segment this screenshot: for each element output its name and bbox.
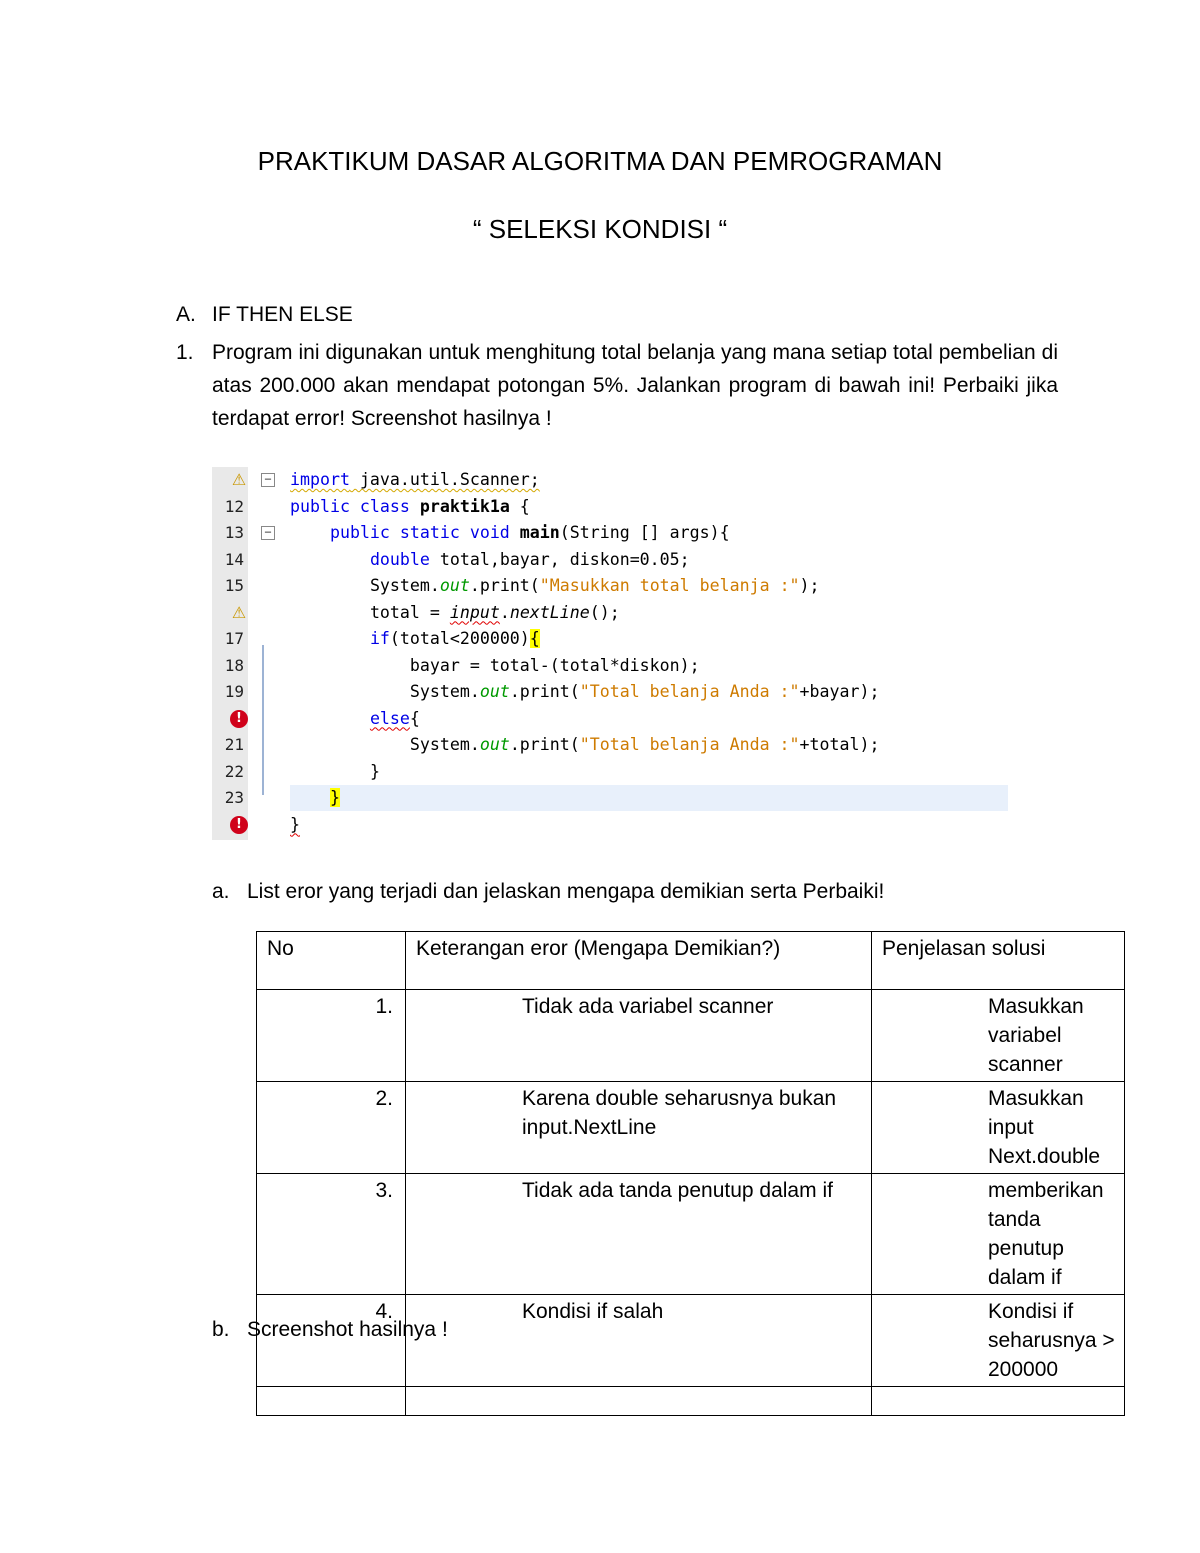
cell-no: 1. <box>257 990 406 1082</box>
cell-no <box>257 1387 406 1416</box>
fold-icon[interactable]: − <box>261 526 275 540</box>
cell-keterangan: Tidak ada tanda penutup dalam if <box>406 1174 872 1295</box>
page-subtitle: “ SELEKSI KONDISI “ <box>472 214 728 244</box>
cell-no: 4. <box>257 1295 406 1387</box>
code-line <box>212 467 1008 494</box>
question-number: 1. <box>176 341 194 364</box>
cell-solusi: Masukkan variabel scanner <box>872 990 1125 1082</box>
cell-keterangan: Karena double seharusnya bukan input.NextLine <box>406 1082 872 1174</box>
code-text: } <box>329 788 340 807</box>
sub-marker: a. <box>212 880 230 903</box>
code-line <box>212 706 1008 733</box>
page-title: PRAKTIKUM DASAR ALGORITMA DAN PEMROGRAMAN <box>257 146 943 176</box>
line-number: 21 <box>224 735 244 754</box>
section-heading <box>176 303 353 327</box>
cell-no: 3. <box>257 1174 406 1295</box>
code-text: total = input.nextLine(); <box>369 602 620 622</box>
code-line <box>212 573 1008 600</box>
code-line <box>212 732 1008 759</box>
code-line <box>212 600 1008 627</box>
code-text: if(total<200000){ <box>369 629 540 648</box>
code-text: else{ <box>369 708 420 728</box>
table-row <box>257 1082 1125 1174</box>
line-number: 12 <box>224 496 244 516</box>
table-row <box>257 990 1125 1082</box>
table-header-row <box>257 932 1125 990</box>
code-text: import java.util.Scanner; <box>290 470 540 489</box>
code-editor-screenshot <box>212 467 1008 840</box>
code-text: } <box>290 814 300 834</box>
cell-solusi: Kondisi if seharusnya > 200000 <box>872 1295 1125 1387</box>
line-number: 15 <box>224 576 244 595</box>
sub-text: List eror yang terjadi dan jelaskan mengapa demikian serta Perbaiki! <box>247 880 885 903</box>
table-row <box>257 1387 1125 1416</box>
code-line <box>212 679 1008 706</box>
code-text: bayar = total-(total*diskon); <box>409 655 700 675</box>
fold-icon[interactable]: − <box>261 473 275 487</box>
code-text: public static void main(String [] args){ <box>329 523 730 542</box>
code-text: double total,bayar, diskon=0.05; <box>369 549 690 569</box>
cell-solusi: Masukkan input Next.double <box>872 1082 1125 1174</box>
code-line <box>212 494 1008 521</box>
hint-error-icon: ⚠ <box>231 602 247 622</box>
code-text: System.out.print("Total belanja Anda :"+bayar); <box>409 682 880 701</box>
cell-keterangan: Kondisi if salah <box>406 1295 872 1387</box>
code-line <box>212 653 1008 680</box>
code-text: System.out.print("Total belanja Anda :"+total); <box>409 735 880 754</box>
header-no: No <box>257 932 406 990</box>
hint-icon: ⚠ <box>231 470 247 489</box>
line-number: 23 <box>224 788 244 807</box>
code-line <box>212 785 1008 812</box>
code-text: System.out.print("Masukkan total belanja :"); <box>369 576 820 595</box>
error-icon: ! <box>230 710 248 728</box>
line-number: 17 <box>224 629 244 648</box>
sub-marker: b. <box>212 1318 230 1341</box>
cell-keterangan <box>406 1387 872 1416</box>
line-number: 19 <box>224 682 244 701</box>
sub-text: Screenshot hasilnya ! <box>247 1318 448 1341</box>
code-line <box>212 520 1008 547</box>
code-line <box>212 759 1008 786</box>
sub-question-b <box>212 1318 448 1342</box>
section-marker: A. <box>176 303 196 326</box>
code-line <box>212 626 1008 653</box>
code-text: } <box>369 761 380 781</box>
header-keterangan: Keterangan eror (Mengapa Demikian?) <box>406 932 872 990</box>
code-text: public class praktik1a { <box>290 496 530 516</box>
error-table <box>256 931 1125 1416</box>
line-number: 22 <box>224 761 244 781</box>
cell-solusi <box>872 1387 1125 1416</box>
cell-solusi: memberikan tanda penutup dalam if <box>872 1174 1125 1295</box>
question-text: Program ini digunakan untuk menghitung total belanja yang mana setiap total pembelian di atas 200.000 akan mendapat potongan 5%. Jalankan program di bawah ini! Perbaiki jika terdapat error! Screenshot hasilnya ! <box>212 341 1058 430</box>
line-number: 13 <box>224 523 244 542</box>
cell-no: 2. <box>257 1082 406 1174</box>
line-number: 14 <box>224 549 244 569</box>
table-row <box>257 1174 1125 1295</box>
line-number: 18 <box>224 655 244 675</box>
header-solusi: Penjelasan solusi <box>872 932 1125 990</box>
error-icon: ! <box>230 816 248 834</box>
section-label: IF THEN ELSE <box>212 303 353 326</box>
sub-question-a <box>212 880 884 904</box>
code-line <box>212 547 1008 574</box>
cell-keterangan: Tidak ada variabel scanner <box>406 990 872 1082</box>
code-line <box>212 812 1008 839</box>
